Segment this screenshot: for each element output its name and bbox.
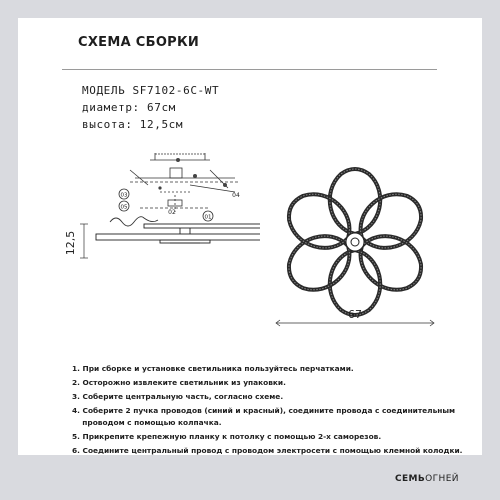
instruction-5: 5. Прикрепите крепежную планку к потолку с помощью 2-х саморезов.	[72, 432, 382, 441]
svg-text:05: 05	[120, 204, 128, 211]
svg-text:01: 01	[204, 214, 212, 221]
instruction-3: 3. Соберите центральную часть, согласно схеме.	[72, 392, 284, 401]
svg-text:03: 03	[120, 192, 128, 199]
lamp-side-profile	[96, 224, 260, 243]
lamp-center	[346, 233, 364, 251]
callout-03	[119, 189, 129, 199]
callout-02	[168, 209, 176, 216]
svg-text:02: 02	[168, 209, 176, 216]
brand-logo-light: ОГНЕЙ	[425, 474, 459, 484]
height-dimension-label: 12,5	[64, 230, 77, 256]
model-label: МОДЕЛЬ SF7102-6C-WT	[82, 84, 220, 97]
callout-05	[119, 201, 129, 211]
height-dimension	[80, 224, 88, 258]
top-view-diagram	[270, 145, 450, 345]
mounting-bracket-exploded	[130, 153, 240, 212]
frame-top	[0, 0, 500, 18]
instruction-1: 1. При сборке и установке светильника пользуйтесь перчатками.	[72, 364, 354, 373]
page-title: СХЕМА СБОРКИ	[78, 35, 200, 50]
diameter-dimension-label: 67	[348, 308, 362, 321]
frame-left	[0, 0, 18, 500]
brand-logo-bold: СЕМЬ	[395, 474, 426, 484]
instruction-2: 2. Осторожно извлеките светильник из упаковки.	[72, 378, 286, 387]
screw-icons	[158, 158, 227, 190]
wire-coil	[110, 217, 158, 226]
instruction-4-continued: проводом с помощью колпачка.	[72, 418, 222, 427]
callout-04	[232, 192, 240, 199]
diameter-label: диаметр: 67см	[82, 101, 176, 114]
title-divider	[62, 69, 437, 70]
side-view-diagram	[60, 140, 260, 280]
callout-01	[203, 211, 213, 221]
instruction-4: 4. Соберите 2 пучка проводов (синий и красный), соедините провода с соединительным	[72, 406, 456, 415]
frame-right	[482, 0, 500, 500]
height-label: высота: 12,5см	[82, 118, 184, 131]
instruction-6: 6. Соедините центральный провод с проводом электросети с помощью клемной колодки.	[72, 446, 463, 455]
svg-text:04: 04	[232, 192, 240, 199]
brand-logo	[395, 474, 459, 484]
